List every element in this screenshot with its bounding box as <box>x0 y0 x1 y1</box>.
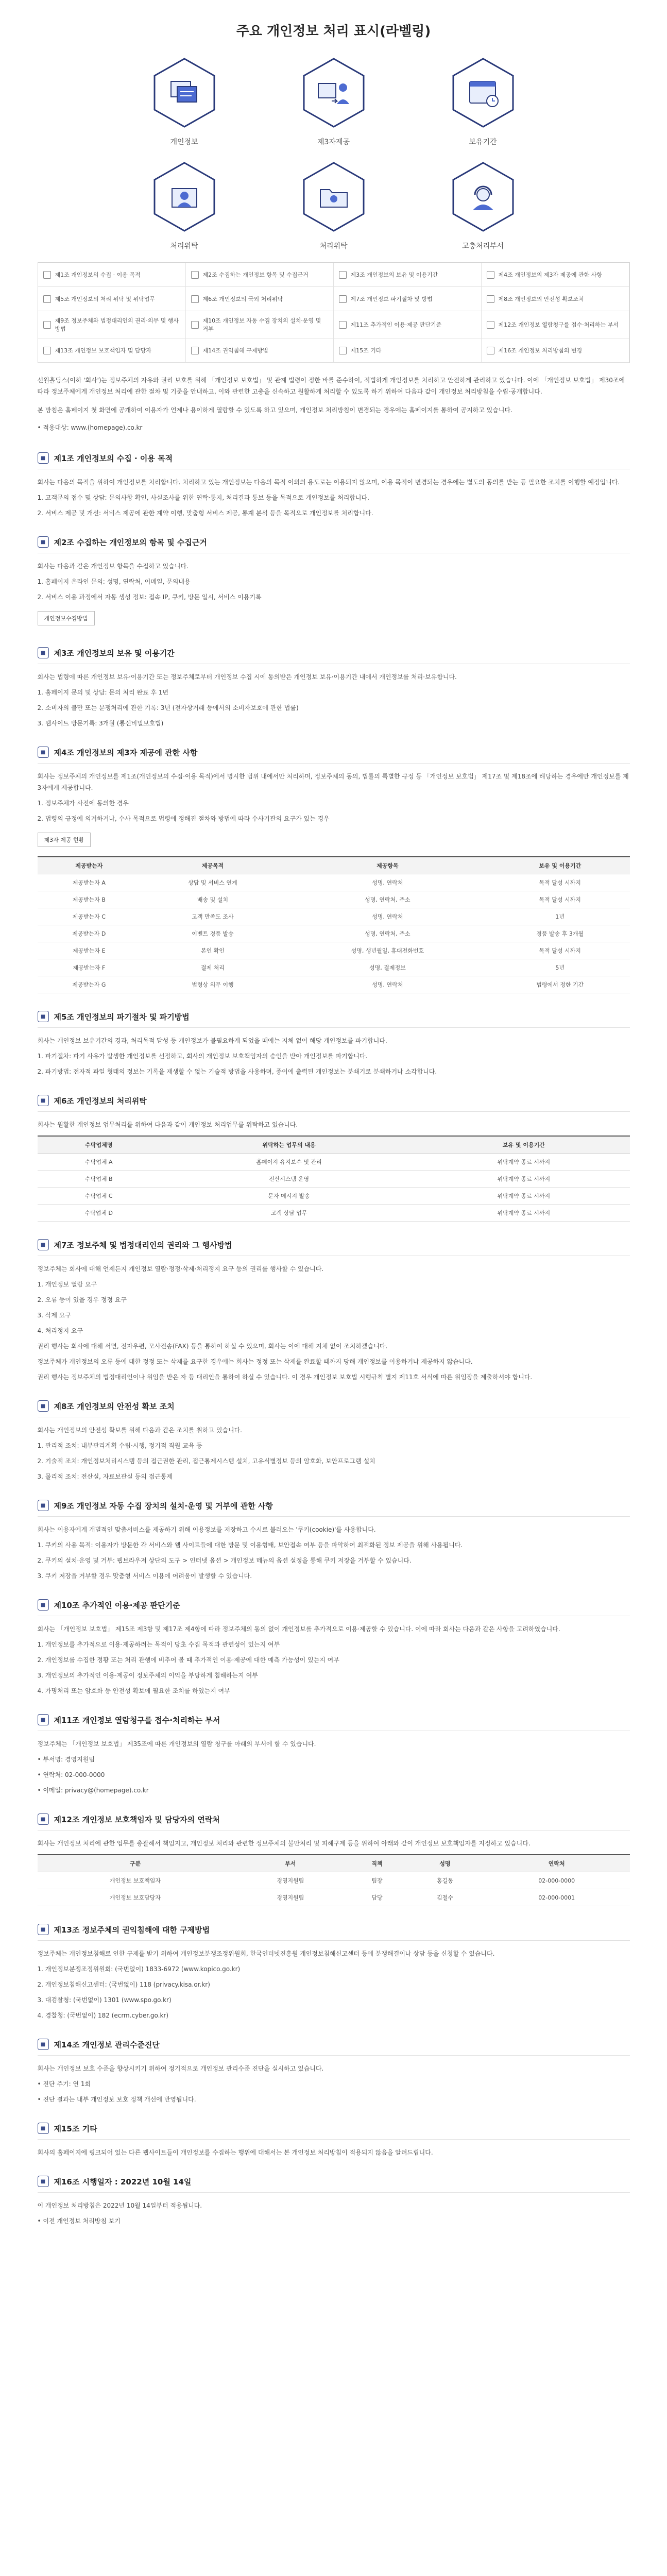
table-cell: 위탁계약 종료 시까지 <box>418 1154 629 1171</box>
section-icon: ■ <box>38 536 49 548</box>
policy-section <box>38 1714 630 1796</box>
section-text: 1. 홈페이지 문의 및 상담: 문의 처리 완료 후 1년 <box>37 689 169 696</box>
table-cell: 홈페이지 유지보수 및 관리 <box>160 1154 418 1171</box>
table-cell: 성명, 결제정보 <box>285 959 490 976</box>
section-text: 정보주체가 개인정보의 오류 등에 대한 정정 또는 삭제를 요구한 경우에는 회사는 정정 또는 삭제를 완료할 때까지 당해 개인정보를 이용하거나 제공하지 않습니다. <box>37 1358 473 1365</box>
section-text: • 부서명: 경영지원팀 <box>37 1756 95 1763</box>
section-text: 2. 서비스 이용 과정에서 자동 생성 정보: 접속 IP, 쿠키, 방문 일시, 서비스 이용기록 <box>37 594 262 601</box>
section-text: • 진단 주기: 연 1회 <box>37 2080 91 2088</box>
table-row <box>38 925 630 942</box>
policy-section <box>38 1599 630 1697</box>
section-title: ■ 제11조 개인정보 열람청구를 접수·처리하는 부서 <box>38 1714 630 1731</box>
section-text: 1. 고객문의 접수 및 상담: 문의사항 확인, 사실조사를 위한 연락·통지, 처리결과 통보 등을 목적으로 개인정보를 처리합니다. <box>37 494 369 501</box>
toc-item[interactable]: 제12조 개인정보 열람청구를 접수·처리하는 부서 <box>482 311 629 338</box>
bullet-icon <box>43 347 51 354</box>
table-cell: 배송 및 설치 <box>141 891 285 908</box>
intro-paragraph: 본 방침은 홈페이지 첫 화면에 공개하여 이용자가 언제나 용이하게 열람할 수 있도록 하고 있으며, 개인정보 처리방침이 변경되는 경우에는 홈페이지를 통하여 공지하고 있습니다. <box>37 406 512 414</box>
label-icon-third-party <box>293 54 375 147</box>
section-text: 2. 소비자의 불만 또는 분쟁처리에 관한 기록: 3년 (전자상거래 등에서의 소비자보호에 관한 법률) <box>37 704 299 711</box>
table-cell: 수탁업체 B <box>38 1171 161 1188</box>
section-text: 2. 오류 등이 있을 경우 정정 요구 <box>37 1296 127 1303</box>
table-row <box>38 1171 630 1188</box>
section-text: 2. 파기방법: 전자적 파일 형태의 정보는 기록을 재생할 수 없는 기술적 방법을 사용하며, 종이에 출력된 개인정보는 분쇄기로 분쇄하거나 소각합니다. <box>37 1068 437 1075</box>
toc-item[interactable]: 제8조 개인정보의 안전성 확보조치 <box>482 287 629 311</box>
section-title: ■ 제14조 개인정보 관리수준진단 <box>38 2039 630 2056</box>
section-text: 정보주체는 회사에 대해 언제든지 개인정보 열람·정정·삭제·처리정지 요구 등의 권리를 행사할 수 있습니다. <box>37 1265 324 1273</box>
section-text: 1. 쿠키의 사용 목적: 이용자가 방문한 각 서비스와 웹 사이트들에 대한 방문 및 이용형태, 보안접속 여부 등을 파악하여 최적화된 정보 제공을 위해 사용됩니다. <box>37 1541 463 1549</box>
policy-section <box>38 1814 630 1906</box>
section-text: 1. 개인정보 열람 요구 <box>37 1281 97 1288</box>
table-header: 부서 <box>233 1855 348 1872</box>
toc-item[interactable]: 제9조 정보주체와 법정대리인의 권리·의무 및 행사방법 <box>38 311 186 338</box>
table-cell: 성명, 연락처 <box>285 874 490 891</box>
icon-label: 처리위탁 <box>170 242 198 250</box>
bullet-icon <box>191 295 199 303</box>
table-cell: 개인정보 보호담당자 <box>38 1889 233 1906</box>
bullet-icon <box>487 295 494 303</box>
table-cell: 5년 <box>490 959 630 976</box>
section-title: ■ 제3조 개인정보의 보유 및 이용기간 <box>38 647 630 664</box>
table-cell: 02-000-0000 <box>484 1872 630 1889</box>
calendar-icon <box>447 57 519 129</box>
bullet-icon <box>43 295 51 303</box>
table-header: 구분 <box>38 1855 233 1872</box>
toc-item[interactable]: 제2조 수집하는 개인정보 항목 및 수집근거 <box>186 263 334 287</box>
table-header: 성명 <box>406 1855 484 1872</box>
table-cell: 팀장 <box>348 1872 406 1889</box>
bullet-icon <box>191 271 199 279</box>
page-title: 주요 개인정보 처리 표시(라벨링) <box>236 24 431 39</box>
label-icon-support <box>442 158 524 251</box>
table-cell: 고객 상담 업무 <box>160 1205 418 1222</box>
section-note: 개인정보수집방법 <box>38 611 95 625</box>
section-text: • 이메일: privacy@(homepage).co.kr <box>37 1787 149 1794</box>
table-cell: 상담 및 서비스 연계 <box>141 874 285 891</box>
table-cell: 제공받는자 E <box>38 942 141 959</box>
support-icon <box>447 161 519 233</box>
section-icon: ■ <box>38 2039 49 2050</box>
documents-icon <box>148 57 220 129</box>
intro-paragraph: 선원홀딩스(이하 '회사')는 정보주체의 자유와 권리 보호를 위해 「개인정보 보호법」 및 관계 법령이 정한 바를 준수하여, 적법하게 개인정보를 처리하고 안전하게 관리하고 있습니다. 이에 「개인정보 보호법」 제30조에 따라 정보주체에게 개인정보 처리에 관한 절차 및 기준을 안내하고, 이와 관련한 고충을 신속하고 원활하게 처리할 수 있도록 하기 위하여 다음과 같이 개인정보 처리방침을 수립·공개합니다. <box>37 377 625 395</box>
table-row <box>38 942 630 959</box>
toc-item[interactable]: 제13조 개인정보 보호책임자 및 담당자 <box>38 338 186 363</box>
table-cell: 02-000-0001 <box>484 1889 630 1906</box>
table-cell: 김철수 <box>406 1889 484 1906</box>
toc-item[interactable]: 제7조 개인정보 파기절차 및 방법 <box>334 287 482 311</box>
toc-item[interactable]: 제14조 권익침해 구제방법 <box>186 338 334 363</box>
policy-section <box>38 536 630 630</box>
section-icon: ■ <box>38 1814 49 1825</box>
section-text: 2. 개인정보침해신고센터: (국번없이) 118 (privacy.kisa.or.kr) <box>37 1981 210 1988</box>
table-cell: 제공받는자 D <box>38 925 141 942</box>
section-title: ■ 제2조 수집하는 개인정보의 항목 및 수집근거 <box>38 536 630 553</box>
policy-section <box>38 1095 630 1222</box>
section-text: 회사는 개인정보의 안전성 확보를 위해 다음과 같은 조치를 취하고 있습니다. <box>37 1427 242 1434</box>
bullet-icon <box>43 271 51 279</box>
bullet-icon <box>487 347 494 354</box>
table-cell: 법령에서 정한 기간 <box>490 976 630 993</box>
table-cell: 경영지원팀 <box>233 1872 348 1889</box>
section-text: 정보주체는 개인정보침해로 인한 구제를 받기 위하여 개인정보분쟁조정위원회, 한국인터넷진흥원 개인정보침해신고센터 등에 분쟁해결이나 상담 등을 신청할 수 있습니다. <box>37 1950 495 1957</box>
table-row <box>38 1872 630 1889</box>
section-text: 권리 행사는 회사에 대해 서면, 전자우편, 모사전송(FAX) 등을 통하여 하실 수 있으며, 회사는 이에 대해 지체 없이 조치하겠습니다. <box>37 1343 388 1350</box>
table-cell: 위탁계약 종료 시까지 <box>418 1171 629 1188</box>
policy-section <box>38 2176 630 2227</box>
section-icon: ■ <box>38 1400 49 1412</box>
section-text: 4. 가명처리 또는 암호화 등 안전성 확보에 필요한 조치를 하였는지 여부 <box>37 1687 230 1694</box>
share-icon <box>298 57 370 129</box>
table-cell: 성명, 연락처 <box>285 908 490 925</box>
toc-item[interactable]: 제16조 개인정보 처리방침의 변경 <box>482 338 629 363</box>
table-row <box>38 976 630 993</box>
bullet-icon <box>339 271 347 279</box>
section-text: 1. 파기절차: 파기 사유가 발생한 개인정보를 선정하고, 회사의 개인정보 보호책임자의 승인을 받아 개인정보를 파기합니다. <box>37 1053 368 1060</box>
toc-item[interactable]: 제1조 개인정보의 수집 · 이용 목적 <box>38 263 186 287</box>
section-text: 2. 서비스 제공 및 개선: 서비스 제공에 관한 계약 이행, 맞춤형 서비스 제공, 통계 분석 등을 목적으로 개인정보를 처리합니다. <box>37 510 373 517</box>
bullet-icon <box>339 321 347 329</box>
section-title: ■ 제4조 개인정보의 제3자 제공에 관한 사항 <box>38 747 630 764</box>
bullet-icon <box>487 321 494 329</box>
table-cell: 담당 <box>348 1889 406 1906</box>
section-icon: ■ <box>38 2123 49 2134</box>
table-cell: 성명, 생년월일, 휴대전화번호 <box>285 942 490 959</box>
content <box>38 21 630 2227</box>
table-cell: 법령상 의무 이행 <box>141 976 285 993</box>
table-row <box>38 1889 630 1906</box>
table-cell: 결제 처리 <box>141 959 285 976</box>
section-icon: ■ <box>38 1500 49 1511</box>
label-icon-personal-info <box>143 54 226 147</box>
section-text: • 진단 결과는 내부 개인정보 보호 정책 개선에 반영됩니다. <box>37 2096 196 2103</box>
toc-item[interactable]: 제4조 개인정보의 제3자 제공에 관한 사항 <box>482 263 629 287</box>
section-icon: ■ <box>38 1714 49 1725</box>
section-title: ■ 제10조 추가적인 이용·제공 판단기준 <box>38 1599 630 1616</box>
data-table <box>38 1136 630 1222</box>
table-cell: 본인 확인 <box>141 942 285 959</box>
section-text: 4. 처리정지 요구 <box>37 1327 83 1334</box>
section-text: 3. 삭제 요구 <box>37 1312 71 1319</box>
section-title: ■ 제12조 개인정보 보호책임자 및 담당자의 연락처 <box>38 1814 630 1831</box>
table-cell: 경영지원팀 <box>233 1889 348 1906</box>
icon-label: 제3자제공 <box>317 138 350 146</box>
section-title: ■ 제1조 개인정보의 수집 · 이용 목적 <box>38 452 630 469</box>
section-text: 권리 행사는 정보주체의 법정대리인이나 위임을 받은 자 등 대리인을 통하여 하실 수 있습니다. 이 경우 개인정보 보호법 시행규칙 별지 제11호 서식에 따른 위임장을 제출하셔야 합니다. <box>37 1374 533 1381</box>
section-text: 회사는 법령에 따른 개인정보 보유·이용기간 또는 정보주체로부터 개인정보 수집 시에 동의받은 개인정보 보유·이용기간 내에서 개인정보를 처리·보유합니다. <box>37 673 457 681</box>
table-of-contents <box>38 262 630 363</box>
section-text: 회사는 「개인정보 보호법」 제15조 제3항 및 제17조 제4항에 따라 정보주체의 동의 없이 개인정보를 추가적으로 이용·제공할 수 있습니다. 이에 따라 회사는 다음과 같은 사항을 고려하였습니다. <box>37 1625 560 1633</box>
section-text: 2. 쿠키의 설치·운영 및 거부: 웹브라우저 상단의 도구 > 인터넷 옵션 > 개인정보 메뉴의 옵션 설정을 통해 쿠키 저장을 거부할 수 있습니다. <box>37 1557 412 1564</box>
section-text: 회사의 홈페이지에 링크되어 있는 다른 웹사이트들이 개인정보를 수집하는 행위에 대해서는 본 개인정보 처리방침이 적용되지 않음을 알려드립니다. <box>37 2149 433 2156</box>
section-title: ■ 제13조 정보주체의 권익침해에 대한 구제방법 <box>38 1924 630 1941</box>
section-text: • 이전 개인정보 처리방침 보기 <box>37 2217 121 2225</box>
table-header: 제공받는자 <box>38 857 141 874</box>
section-text: 회사는 이용자에게 개별적인 맞춤서비스를 제공하기 위해 이용정보를 저장하고 수시로 불러오는 '쿠키(cookie)'를 사용합니다. <box>37 1526 376 1533</box>
label-icon-retention <box>442 54 524 147</box>
icon-label: 고충처리부서 <box>461 242 504 250</box>
section-text: 회사는 다음과 같은 개인정보 항목을 수집하고 있습니다. <box>37 563 189 570</box>
table-cell: 위탁계약 종료 시까지 <box>418 1188 629 1205</box>
section-title: ■ 제15조 기타 <box>38 2123 630 2140</box>
table-cell: 1년 <box>490 908 630 925</box>
section-text: 회사는 원활한 개인정보 업무처리를 위하여 다음과 같이 개인정보 처리업무를 위탁하고 있습니다. <box>37 1121 298 1128</box>
table-header: 위탁하는 업무의 내용 <box>160 1136 418 1154</box>
data-table <box>38 856 630 993</box>
label-icon-grid <box>38 54 630 251</box>
toc-item[interactable]: 제6조 개인정보의 국외 처리위탁 <box>186 287 334 311</box>
bullet-icon <box>43 321 51 329</box>
section-title: ■ 제7조 정보주체 및 법정대리인의 권리와 그 행사방법 <box>38 1239 630 1256</box>
table-cell: 수탁업체 C <box>38 1188 161 1205</box>
section-icon: ■ <box>38 1924 49 1935</box>
table-cell: 경품 발송 후 3개월 <box>490 925 630 942</box>
policy-section <box>38 2039 630 2105</box>
section-text: 1. 개인정보를 추가적으로 이용·제공하려는 목적이 당초 수집 목적과 관련성이 있는지 여부 <box>37 1641 280 1648</box>
section-text: 이 개인정보 처리방침은 2022년 10월 14일부터 적용됩니다. <box>37 2202 202 2209</box>
section-text: 4. 경찰청: (국번없이) 182 (ecrm.cyber.go.kr) <box>37 2012 169 2019</box>
section-text: 회사는 개인정보 처리에 관한 업무를 총괄해서 책임지고, 개인정보 처리와 관련한 정보주체의 불만처리 및 피해구제 등을 위하여 아래와 같이 개인정보 보호책임자를 지정하고 있습니다. <box>37 1840 531 1847</box>
table-cell: 수탁업체 D <box>38 1205 161 1222</box>
table-row <box>38 1188 630 1205</box>
section-icon: ■ <box>38 1011 49 1022</box>
policy-section <box>38 747 630 993</box>
data-table <box>38 1854 630 1906</box>
section-text: 3. 웹사이트 방문기록: 3개월 (통신비밀보호법) <box>37 720 164 727</box>
policy-section <box>38 2123 630 2158</box>
table-cell: 홍길동 <box>406 1872 484 1889</box>
icon-label: 보유기간 <box>469 138 497 146</box>
table-row <box>38 874 630 891</box>
policy-section <box>38 452 630 519</box>
section-text: 2. 법령의 규정에 의거하거나, 수사 목적으로 법령에 정해진 절차와 방법에 따라 수사기관의 요구가 있는 경우 <box>37 815 330 822</box>
toc-item[interactable]: 제11조 추가적인 이용·제공 판단기준 <box>334 311 482 338</box>
section-title: ■ 제6조 개인정보의 처리위탁 <box>38 1095 630 1112</box>
policy-section <box>38 1924 630 2021</box>
folder-icon <box>298 161 370 233</box>
toc-item[interactable]: 제5조 개인정보의 처리 위탁 및 위탁업무 <box>38 287 186 311</box>
bullet-icon <box>191 321 199 329</box>
table-row <box>38 959 630 976</box>
section-icon: ■ <box>38 1095 49 1106</box>
icon-label: 처리위탁 <box>319 242 348 250</box>
section-icon: ■ <box>38 1239 49 1250</box>
section-text: 회사는 정보주체의 개인정보를 제1조(개인정보의 수집·이용 목적)에서 명시한 범위 내에서만 처리하며, 정보주체의 동의, 법률의 특별한 규정 등 「개인정보 보호법」 제17조 및 제18조에 해당하는 경우에만 개인정보를 제3자에게 제공합니다. <box>37 773 629 791</box>
bullet-icon <box>487 271 494 279</box>
section-icon: ■ <box>38 647 49 658</box>
table-cell: 성명, 연락처, 주소 <box>285 925 490 942</box>
policy-section <box>38 647 630 729</box>
section-icon: ■ <box>38 747 49 758</box>
section-text: • 연락처: 02-000-0000 <box>37 1771 105 1778</box>
toc-item[interactable]: 제3조 개인정보의 보유 및 이용기간 <box>334 263 482 287</box>
section-text: 2. 기술적 조치: 개인정보처리시스템 등의 접근권한 관리, 접근통제시스템 설치, 고유식별정보 등의 암호화, 보안프로그램 설치 <box>37 1458 375 1465</box>
delegate-icon <box>148 161 220 233</box>
policy-section <box>38 1011 630 1077</box>
table-header: 제공목적 <box>141 857 285 874</box>
intro-url: • 적용대상: www.(homepage).co.kr <box>37 424 143 431</box>
bullet-icon <box>339 295 347 303</box>
section-text: 3. 대검찰청: (국번없이) 1301 (www.spo.go.kr) <box>37 1996 172 2004</box>
section-text: 회사는 개인정보 보유기간의 경과, 처리목적 달성 등 개인정보가 불필요하게 되었을 때에는 지체 없이 해당 개인정보를 파기합니다. <box>37 1037 387 1044</box>
table-header: 직책 <box>348 1855 406 1872</box>
section-title: ■ 제8조 개인정보의 안전성 확보 조치 <box>38 1400 630 1417</box>
table-row <box>38 891 630 908</box>
policy-section <box>38 1400 630 1482</box>
table-cell: 고객 만족도 조사 <box>141 908 285 925</box>
section-text: 3. 쿠키 저장을 거부할 경우 맞춤형 서비스 이용에 어려움이 발생할 수 있습니다. <box>37 1572 252 1580</box>
bullet-icon <box>339 347 347 354</box>
section-text: 1. 홈페이지 온라인 문의: 성명, 연락처, 이메일, 문의내용 <box>37 578 191 585</box>
policy-sections <box>38 452 630 2227</box>
table-header: 보유 및 이용기간 <box>490 857 630 874</box>
section-text: 1. 개인정보분쟁조정위원회: (국번없이) 1833-6972 (www.kopico.go.kr) <box>37 1965 241 1973</box>
section-text: 정보주체는 「개인정보 보호법」 제35조에 따른 개인정보의 열람 청구를 아래의 부서에 할 수 있습니다. <box>37 1740 316 1748</box>
section-icon: ■ <box>38 1599 49 1611</box>
table-row <box>38 1154 630 1171</box>
table-cell: 제공받는자 F <box>38 959 141 976</box>
table-cell: 수탁업체 A <box>38 1154 161 1171</box>
table-header: 수탁업체명 <box>38 1136 161 1154</box>
section-text: 1. 정보주체가 사전에 동의한 경우 <box>37 800 129 807</box>
icon-label: 개인정보 <box>170 138 198 146</box>
table-cell: 목적 달성 시까지 <box>490 874 630 891</box>
section-icon: ■ <box>38 452 49 464</box>
table-cell: 제공받는자 A <box>38 874 141 891</box>
table-cell: 제공받는자 G <box>38 976 141 993</box>
table-cell: 제공받는자 B <box>38 891 141 908</box>
table-cell: 목적 달성 시까지 <box>490 942 630 959</box>
label-icon-delegate <box>143 158 226 251</box>
section-note: 제3자 제공 현황 <box>38 833 91 847</box>
section-text: 회사는 다음의 목적을 위하여 개인정보를 처리합니다. 처리하고 있는 개인정보는 다음의 목적 이외의 용도로는 이용되지 않으며, 이용 목적이 변경되는 경우에는 별도의 동의를 받는 등 필요한 조치를 이행할 예정입니다. <box>37 479 620 486</box>
section-icon: ■ <box>38 2176 49 2187</box>
policy-section <box>38 1500 630 1582</box>
bullet-icon <box>191 347 199 354</box>
section-text: 3. 개인정보의 추가적인 이용·제공이 정보주체의 이익을 부당하게 침해하는지 여부 <box>37 1672 258 1679</box>
table-header: 보유 및 이용기간 <box>418 1136 629 1154</box>
table-row <box>38 1205 630 1222</box>
section-text: 3. 물리적 조치: 전산실, 자료보관실 등의 접근통제 <box>37 1473 173 1480</box>
table-cell: 목적 달성 시까지 <box>490 891 630 908</box>
table-cell: 성명, 연락처 <box>285 976 490 993</box>
table-cell: 문자 메시지 발송 <box>160 1188 418 1205</box>
table-cell: 이벤트 경품 발송 <box>141 925 285 942</box>
section-title: ■ 제16조 시행일자 : 2022년 10월 14일 <box>38 2176 630 2193</box>
label-icon-delegate-folder <box>293 158 375 251</box>
table-row <box>38 908 630 925</box>
section-title: ■ 제9조 개인정보 자동 수집 장치의 설치·운영 및 거부에 관한 사항 <box>38 1500 630 1517</box>
table-cell: 개인정보 보호책임자 <box>38 1872 233 1889</box>
section-title: ■ 제5조 개인정보의 파기절차 및 파기방법 <box>38 1011 630 1028</box>
section-text: 1. 관리적 조치: 내부관리계획 수립·시행, 정기적 직원 교육 등 <box>37 1442 202 1449</box>
section-text: 2. 개인정보를 수집한 정황 또는 처리 관행에 비추어 볼 때 추가적인 이용·제공에 대한 예측 가능성이 있는지 여부 <box>37 1656 339 1664</box>
table-cell: 전산시스템 운영 <box>160 1171 418 1188</box>
policy-section <box>38 1239 630 1383</box>
table-cell: 제공받는자 C <box>38 908 141 925</box>
table-cell: 성명, 연락처, 주소 <box>285 891 490 908</box>
table-header: 제공항목 <box>285 857 490 874</box>
toc-item[interactable]: 제10조 개인정보 자동 수집 장치의 설치·운영 및 거부 <box>186 311 334 338</box>
section-text: 회사는 개인정보 보호 수준을 향상시키기 위하여 정기적으로 개인정보 관리수준 진단을 실시하고 있습니다. <box>37 2065 324 2072</box>
toc-item[interactable]: 제15조 기타 <box>334 338 482 363</box>
table-cell: 위탁계약 종료 시까지 <box>418 1205 629 1222</box>
table-header: 연락처 <box>484 1855 630 1872</box>
